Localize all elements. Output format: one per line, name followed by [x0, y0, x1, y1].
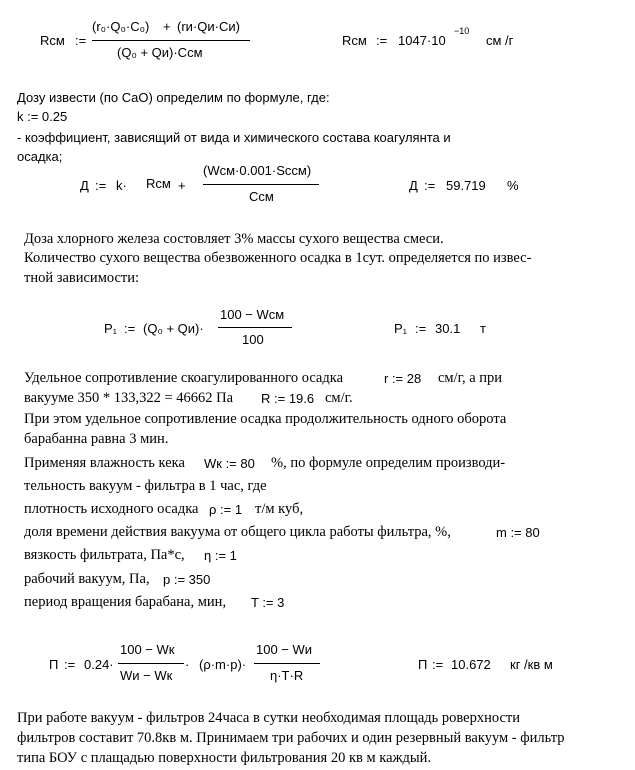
rsm-lhs: Rсм: [40, 33, 65, 48]
d-k: k·: [116, 178, 127, 193]
rsm-result-label: Rсм: [342, 33, 367, 48]
resist-line6: тельность вакуум - фильтра в 1 час, где: [24, 478, 267, 494]
big-r-definition: R := 19.6: [261, 391, 315, 406]
final-line1: При работе вакуум - фильтров 24часа в сутки необходимая площадь роверхности: [17, 710, 520, 726]
resist-line3: При этом удельное сопротивление осадка продолжительность одного оборота: [24, 411, 507, 427]
pi-coef: 0.24·: [84, 657, 114, 672]
resist-line11-text: период вращения барабана, мин,: [24, 594, 227, 610]
rsm-assign: :=: [75, 33, 87, 48]
resist-line5-tail: %, по формуле определим производи-: [271, 455, 506, 471]
p1-den: 100: [242, 332, 264, 347]
d-sqrt1-arg: Rсм: [146, 176, 171, 191]
d-fraction-bar: [203, 184, 319, 185]
pi-dot: ·: [185, 657, 190, 672]
p1-result-value: 30.1: [435, 321, 461, 336]
resist-line1-text: Удельное сопротивление скоагулированного осадка: [24, 370, 344, 386]
p1-result-assign: :=: [415, 321, 427, 336]
resist-line2-text: вакууме 350 * 133,322 = 46662 Па: [24, 390, 234, 406]
resist-line9-text: вязкость фильтрата, Па*с,: [24, 547, 185, 563]
d-lhs: Д: [80, 178, 89, 193]
final-line3: типа БОУ с плащадью поверхности фильтрования 20 кв м каждый.: [17, 750, 432, 766]
pi-lhs: П: [49, 657, 59, 672]
t-definition: T := 3: [251, 595, 285, 610]
d-result-assign: :=: [424, 178, 436, 193]
r-definition: r := 28: [384, 371, 422, 386]
p1-fraction-bar: [218, 327, 292, 328]
rsm-plus: +: [163, 19, 171, 34]
resist-line7-text: плотность исходного осадка: [24, 501, 199, 517]
rsm-result-exp: −10: [454, 26, 470, 36]
k-definition: k := 0.25: [17, 109, 68, 124]
resist-line10-text: рабочий вакуум, Па,: [24, 571, 150, 587]
eta-definition: η := 1: [204, 548, 237, 563]
p1-factor: (Q₀ + Qи)·: [143, 321, 204, 336]
rsm-num-b: (rи·Qи·Cи): [177, 19, 240, 34]
rsm-fraction-bar: [92, 40, 250, 41]
final-line2: фильтров составит 70.8кв м. Принимаем три рабочих и один резервный вакуум - фильтр: [17, 730, 565, 746]
pi-result-label: П: [418, 657, 428, 672]
pi-result-assign: :=: [432, 657, 444, 672]
pi-assign: :=: [64, 657, 76, 672]
dose-line3: тной зависимости:: [24, 270, 140, 286]
p1-assign: :=: [124, 321, 136, 336]
resist-line1-tail: см/г, а при: [438, 370, 503, 386]
d-result-label: Д: [409, 178, 418, 193]
lime-line3: - коэффициент, зависящий от вида и химического состава коагулянта и: [17, 130, 451, 145]
pi-num2: 100 − Wи: [256, 642, 313, 657]
pi-num1: 100 − Wк: [120, 642, 175, 657]
pi-fraction-bar1: [118, 663, 184, 664]
resist-line4: барабанна равна 3 мин.: [24, 431, 169, 447]
d-plus: +: [178, 178, 186, 193]
pi-fraction-bar2: [254, 663, 320, 664]
dose-line1: Доза хлорного железа состовляет 3% массы сухого вещества смеси.: [24, 231, 444, 247]
rsm-num-a: (r₀·Q₀·C₀): [92, 19, 150, 34]
pi-den2: η·T·R: [270, 668, 304, 683]
pi-inner: (ρ·m·p)·: [199, 657, 247, 672]
d-den: Cсм: [249, 189, 274, 204]
p1-num: 100 − Wсм: [220, 307, 285, 322]
p1-result-label: P₁: [394, 321, 408, 336]
d-num: (Wсм·0.001·Scсм): [203, 163, 312, 178]
p1-lhs: P₁: [104, 321, 118, 336]
rsm-den: (Q₀ + Qи)·Cсм: [117, 45, 203, 60]
rsm-result-value: 1047·10: [398, 33, 446, 48]
pi-den1: Wи − Wк: [120, 668, 173, 683]
rho-definition: ρ := 1: [209, 502, 243, 517]
d-result-value: 59.719: [446, 178, 486, 193]
resist-line7-tail: т/м куб,: [255, 501, 304, 517]
d-assign: :=: [95, 178, 107, 193]
pi-result-unit: кг /кв м: [510, 657, 553, 672]
resist-line2-tail: см/г.: [325, 390, 353, 406]
resist-line8-text: доля времени действия вакуума от общего цикла работы фильтра, %,: [24, 524, 451, 540]
p1-result-unit: т: [480, 321, 486, 336]
lime-line4: осадка;: [17, 149, 63, 164]
lime-line1: Дозу извести (по CaO) определим по формуле, где:: [17, 90, 330, 105]
rsm-result-assign: :=: [376, 33, 388, 48]
d-result-unit: %: [507, 178, 519, 193]
dose-line2: Количество сухого вещества обезвоженного осадка в 1сут. определяется по извес-: [24, 250, 532, 266]
p-definition: p := 350: [163, 572, 211, 587]
rsm-result-unit: см /г: [486, 33, 514, 48]
m-definition: m := 80: [496, 525, 540, 540]
pi-result-value: 10.672: [451, 657, 491, 672]
resist-line5-text: Применяя влажность кека: [24, 455, 185, 471]
wk-definition: Wк := 80: [204, 456, 255, 471]
